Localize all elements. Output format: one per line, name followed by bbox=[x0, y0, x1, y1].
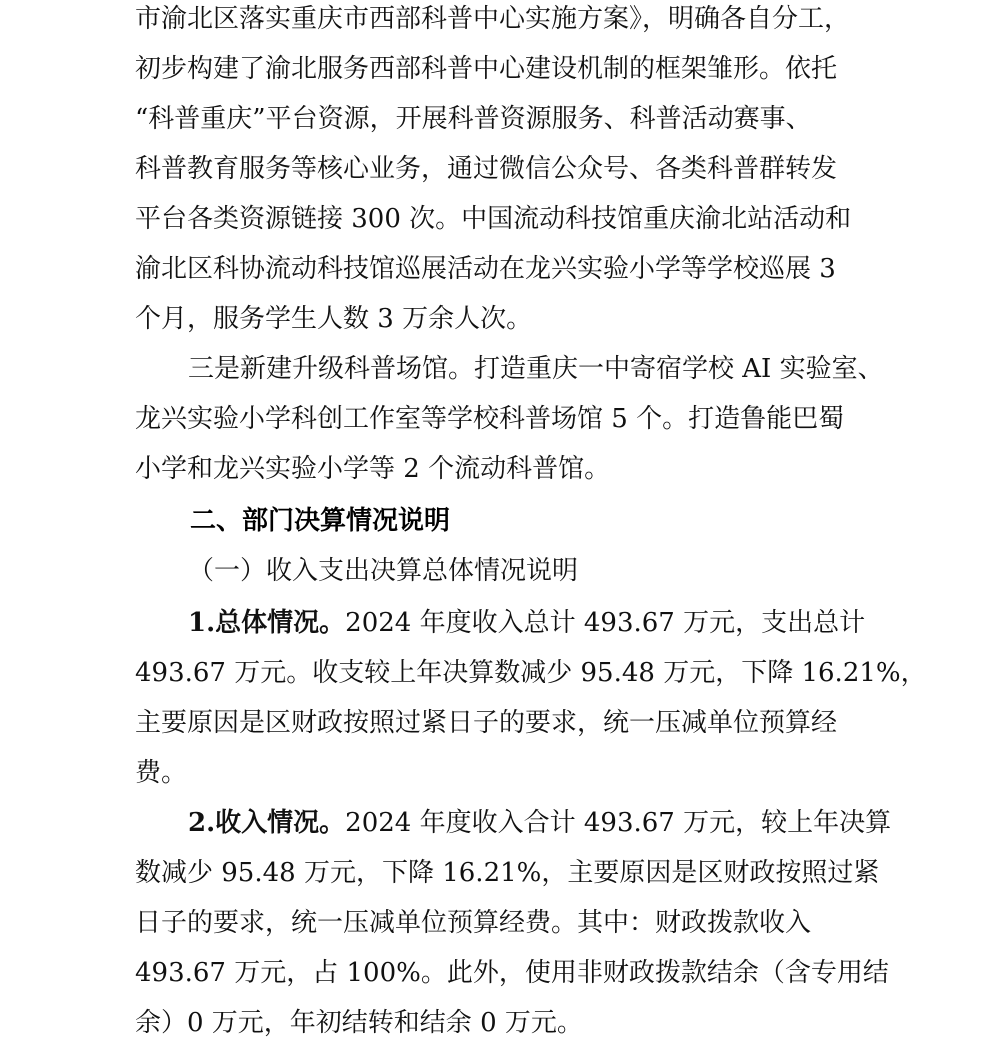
section-heading-text: 二、部门决算情况说明 bbox=[190, 506, 451, 536]
body-text-line bbox=[0, 0, 1000, 44]
body-text-line bbox=[0, 698, 1000, 748]
text-line-4: 科普教育服务等核心业务，通过微信公众号、各类科普群转发 bbox=[135, 154, 838, 184]
paragraph-start-line bbox=[0, 798, 1000, 848]
paragraph-start-line bbox=[0, 598, 1000, 648]
body-text-line bbox=[0, 44, 1000, 94]
body-text-line bbox=[0, 648, 1000, 698]
paragraph-start-line bbox=[0, 344, 1000, 394]
text-line-1: 市渝北区落实重庆市西部科普中心实施方案》，明确各自分工， bbox=[135, 4, 851, 34]
text-line-8: 三是新建升级科普场馆。打造重庆一中寄宿学校 AI 实验室、 bbox=[188, 354, 884, 384]
subsection-heading-text: （一）收入支出决算总体情况说明 bbox=[188, 556, 579, 586]
text-line-6: 渝北区科协流动科技馆巡展活动在龙兴实验小学等学校巡展 3 bbox=[135, 254, 836, 284]
text-line-21: 日子的要求，统一压减单位预算经费。其中：财政拨款收入 bbox=[135, 908, 812, 938]
text-line-20: 数减少 95.48 万元，下降 16.21%，主要原因是区财政按照过紧 bbox=[135, 858, 880, 888]
text-line-15: 493.67 万元。收支较上年决算数减少 95.48 万元，下降 16.21%， bbox=[135, 658, 927, 688]
subsection-heading bbox=[0, 546, 1000, 596]
section-heading bbox=[0, 496, 1000, 546]
text-line-2: 初步构建了渝北服务西部科普中心建设机制的框架雏形。依托 bbox=[135, 54, 838, 84]
body-text-line bbox=[0, 748, 1000, 798]
body-text-line bbox=[0, 194, 1000, 244]
text-line-22: 493.67 万元，占 100%。此外，使用非财政拨款结余（含专用结 bbox=[135, 958, 889, 988]
body-text-line bbox=[0, 848, 1000, 898]
body-text-line bbox=[0, 144, 1000, 194]
body-text-line bbox=[0, 898, 1000, 948]
text-line-9: 龙兴实验小学科创工作室等学校科普场馆 5 个。打造鲁能巴蜀 bbox=[135, 404, 845, 434]
body-text-line bbox=[0, 444, 1000, 494]
text-line-3: “科普重庆”平台资源，开展科普资源服务、科普活动赛事、 bbox=[135, 104, 812, 134]
text-line-16: 主要原因是区财政按照过紧日子的要求，统一压减单位预算经 bbox=[135, 708, 838, 738]
body-text-line bbox=[0, 394, 1000, 444]
text-line-19: 2024 年度收入合计 493.67 万元，较上年决算 bbox=[345, 808, 892, 838]
body-text-line bbox=[0, 948, 1000, 998]
text-line-14: 2024 年度收入总计 493.67 万元，支出总计 bbox=[345, 608, 866, 638]
body-text-line bbox=[0, 94, 1000, 144]
text-line-23: 余）0 万元，年初结转和结余 0 万元。 bbox=[135, 1008, 583, 1038]
body-text-line bbox=[0, 244, 1000, 294]
text-line-10: 小学和龙兴实验小学等 2 个流动科普馆。 bbox=[135, 454, 611, 484]
bold-lead-in: 2.收入情况。 bbox=[188, 808, 346, 838]
bold-lead-in: 1.总体情况。 bbox=[188, 608, 346, 638]
body-text-line bbox=[0, 998, 1000, 1048]
text-line-17: 费。 bbox=[135, 758, 188, 788]
body-text-line bbox=[0, 294, 1000, 344]
text-line-7: 个月，服务学生人数 3 万余人次。 bbox=[135, 304, 533, 334]
text-line-5: 平台各类资源链接 300 次。中国流动科技馆重庆渝北站活动和 bbox=[135, 204, 852, 234]
